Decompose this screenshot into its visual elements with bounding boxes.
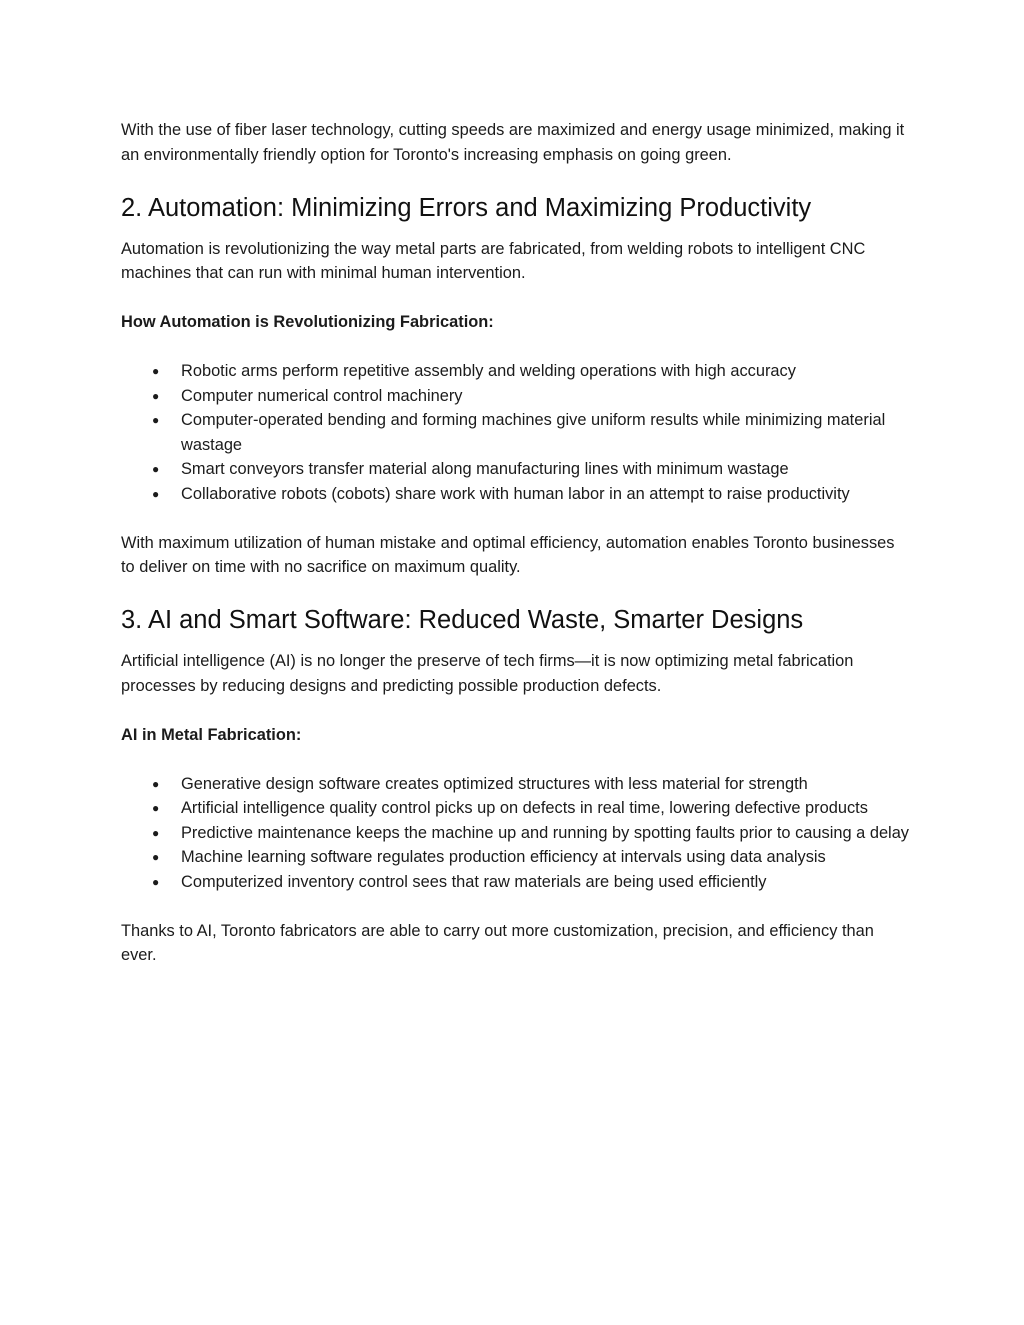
intro-paragraph: With the use of fiber laser technology, cutting speeds are maximized and energy usage minimized, making it an environmentally friendly option for Toronto's increasing emphasis on going green. [121,121,905,164]
section-2-heading: 2. Automation: Minimizing Errors and Maximizing Productivity [121,193,812,222]
list-item: ● Collaborative robots (cobots) share work with human labor in an attempt to raise productivity [181,482,912,507]
list-item: ● Artificial intelligence quality control picks up on defects in real time, lowering defective products [181,796,912,821]
section-3-heading: 3. AI and Smart Software: Reduced Waste, Smarter Designs [121,606,804,634]
list-item: ● Computerized inventory control sees that raw materials are being used efficiently [181,870,912,895]
list-item: ● Robotic arms perform repetitive assembly and welding operations with high accuracy [181,359,912,384]
list-item: ● Computer numerical control machinery [181,384,912,409]
list-item: ● Smart conveyors transfer material along manufacturing lines with minimum wastage [181,457,912,482]
list-item: ● Predictive maintenance keeps the machine up and running by spotting faults prior to causing a delay [181,821,912,846]
section-2-closing: With maximum utilization of human mistake and optimal efficiency, automation enables Toronto businesses to deliver on time with no sacrifice on maximum quality. [121,533,895,576]
section-3-subheading: AI in Metal Fabrication: [121,725,302,744]
list-item: ● Computer-operated bending and forming machines give uniform results while minimizing material wastage [181,408,912,457]
section-3-bullet-list [121,772,912,895]
section-3-intro: Artificial intelligence (AI) is no longer the preserve of tech firms—it is now optimizing metal fabrication processes by reducing designs and predicting possible production defects. [121,652,854,695]
list-item: ● Generative design software creates optimized structures with less material for strength [181,772,912,797]
list-item: ● Machine learning software regulates production efficiency at intervals using data analysis [181,845,912,870]
section-2-bullet-list [121,359,912,506]
section-2-subheading: How Automation is Revolutionizing Fabrication: [121,313,494,331]
section-2-intro: Automation is revolutionizing the way metal parts are fabricated, from welding robots to intelligent CNC machines that can run with minimal human intervention. [121,239,866,282]
section-3-closing: Thanks to AI, Toronto fabricators are able to carry out more customization, precision, and efficiency than ever. [121,921,874,964]
